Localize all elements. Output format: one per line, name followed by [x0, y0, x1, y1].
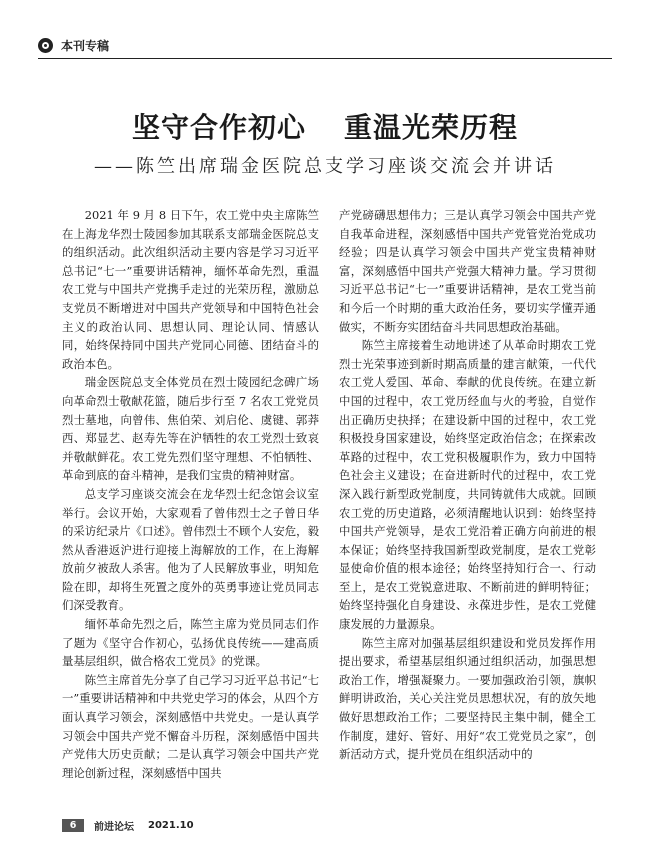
paragraph: 瑞金医院总支全体党员在烈士陵园纪念碑广场向革命烈士敬献花篮，随后步行至 7 名农工党党员烈士墓地，向曾伟、焦伯荣、刘启伦、虞键、郭莽西、郑显艺、赵寿先等在沪牺牲的农工党烈士致哀并敬献鲜花。农工党先烈们坚守理想、不怕牺牲、革命到底的奋斗精神，是我们宝贵的精神财富。 [62, 375, 319, 483]
paragraph: 产党磅礴思想伟力；三是认真学习领会中国共产党自我革命进程，深刻感悟中国共产党管党治党成功经验；四是认真学习领会中国共产党宝贵精神财富，深刻感悟中国共产党强大精神力量。学习贯彻习近平总书记“七一”重要讲话精神，是农工党当前和今后一个时期的重大政治任务，要切实学懂弄通做实，不断夯实团结奋斗共同思想政治基础。 [339, 208, 596, 334]
section-header [38, 36, 109, 54]
journal-name: 前进论坛 [94, 821, 134, 833]
article-title-part2: 重温光荣历程 [344, 111, 519, 144]
paragraph: 陈竺主席对加强基层组织建设和党员发挥作用提出要求，希望基层组织通过组织活动，加强思想政治工作，增强凝聚力。一要加强政治引领，旗帜鲜明讲政治，关心关注党员思想状况，有的放矢地做好思想政治工作；二要坚持民主集中制，健全工作制度，建好、管好、用好“农工党党员之家”，创新活动方式，提升党员在组织活动中的 [339, 635, 596, 762]
article-column-left [62, 206, 319, 782]
article-column-right [339, 206, 596, 764]
section-label: 本刊专稿 [61, 38, 110, 53]
article-title-part1: 坚守合作初心 [131, 111, 306, 144]
issue-number: 2021.10 [148, 819, 194, 831]
page-footer [62, 818, 194, 832]
header-divider [38, 58, 612, 59]
article-title [0, 106, 650, 146]
paragraph: 陈竺主席首先分享了自己学习习近平总书记“七一”重要讲话精神和中共党史学习的体会，从四个方面认真学习领会，深刻感悟中共党史。一是认真学习领会中国共产党不懈奋斗历程，深刻感悟中国共产党伟大历史贡献；二是认真学习领会中国共产党理论创新过程，深刻感悟中国共 [62, 672, 319, 780]
paragraph: 2021 年 9 月 8 日下午，农工党中央主席陈竺在上海龙华烈士陵园参加其联系支部瑞金医院总支的组织活动。此次组织活动主要内容是学习习近平总书记“七一”重要讲话精神，缅怀革命先烈，重温农工党与中国共产党携手走过的光荣历程，激励总支党员不断增进对中国共产党领导和中国特色社会主义的政治认同、思想认同、理论认同、情感认同，始终保持同中国共产党同心同德、团结奋斗的政治本色。 [62, 208, 319, 371]
page-number: 6 [62, 819, 84, 832]
paragraph: 总支学习座谈交流会在龙华烈士纪念馆会议室举行。会议开始，大家观看了曾伟烈士之子曾日华的采访纪录片《口述》。曾伟烈士不顾个人安危，毅然从香港返沪进行迎接上海解放的工作，在上海解放前夕被敌人杀害。他为了人民解放事业，明知危险在即，却将生死置之度外的英勇事迹让党员同志们深受教育。 [62, 486, 319, 613]
section-logo-icon [38, 38, 53, 53]
article-subtitle: ——陈竺出席瑞金医院总支学习座谈交流会并讲话 [94, 156, 556, 177]
paragraph: 缅怀革命先烈之后，陈竺主席为党员同志们作了题为《坚守合作初心，弘扬优良传统——建高质量基层组织，做合格农工党员》的党课。 [62, 617, 319, 669]
paragraph: 陈竺主席接着生动地讲述了从革命时期农工党烈士光荣事迹到新时期高质量的建言献策，一代代农工党人爱国、革命、奉献的优良传统。在建立新中国的过程中，农工党历经血与火的考验，自觉作出正确历史抉择；在建设新中国的过程中，农工党积极投身国家建设，始终坚定政治信念；在探索改革路的过程中，农工党积极履职作为，致力中国特色社会主义建设；在奋进新时代的过程中，农工党深入践行新型政党制度，共同铸就伟大成就。回顾农工党的历史道路，必须清醒地认识到：始终坚持中国共产党领导，是农工党沿着正确方向前进的根本保证；始终坚持我国新型政党制度，是农工党彰显使命价值的根本途径；始终坚持知行合一、行动至上，是农工党锐意进取、不断前进的鲜明特征；始终坚持强化自身建设、永葆进步性，是农工党健康发展的力量源泉。 [339, 338, 596, 632]
